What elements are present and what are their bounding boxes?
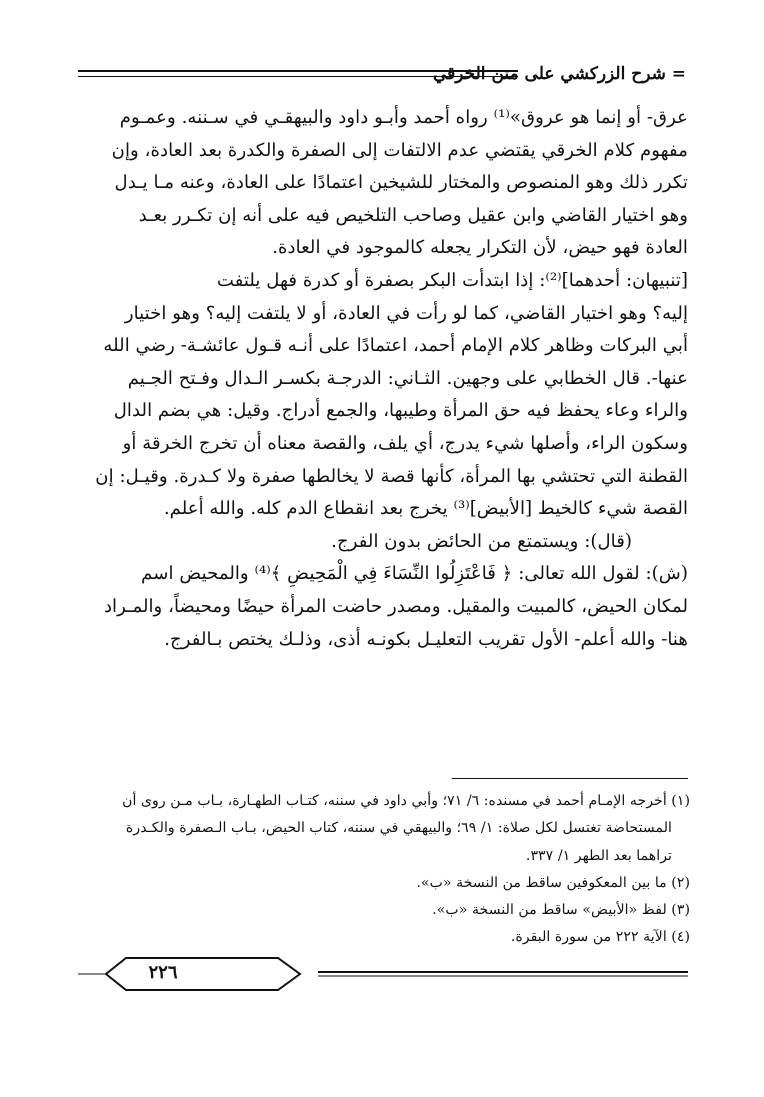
- text-line: تكرر ذلك وهو المنصوص والمختار للشيخين اعتمادًا على العادة، وعنه مـا يـدل: [114, 172, 688, 194]
- text-line: وسكون الراء، وأصلها شيء يدرج، أي يلف، والقصة معناه أن تخرج الخرقة أو: [122, 432, 688, 454]
- text-line: (قال): ويستمتع من الحائض بدون الفرج.: [331, 530, 632, 552]
- footnote-line: (٣) لفظ «الأبيض» ساقط من النسخة «ب».: [432, 902, 690, 919]
- page-footer: [78, 954, 688, 994]
- footnote-line: المستحاضة تغتسل لكل صلاة: ١/ ٦٩؛ والبيهقي في سننه، كتاب الحيض، بـاب الـصفرة والكـدرة: [125, 820, 672, 837]
- footnote-line: (١) أخرجه الإمـام أحمد في مسنده: ٦/ ٧١؛ وأبي داود في سننه، كتـاب الطهـارة، بـاب مـن روى أن: [122, 793, 690, 809]
- footnotes: [78, 788, 690, 952]
- header-rule: [78, 70, 518, 77]
- text-line: القطنة التي تحتشي بها المرأة، كأنها قصة لا يخالطها صفرة ولا كـدرة. وقيـل: إن: [95, 465, 688, 487]
- text-line: أبي البركات وظاهر كلام الإمام أحمد، اعتمادًا على أنـه قـول عائشـة- رضي الله: [103, 335, 688, 357]
- text-line: [تنبيهان: أحدهما]⁽²⁾: إذا ابتدأت البكر بصفرة أو كدرة فهل يلتفت: [216, 269, 688, 291]
- text-line: (ش): لقول الله تعالى: ﴿ فَاعْتَزِلُوا النِّسَاءَ فِي الْمَحِيضِ ﴾⁽⁴⁾ والمحيض اسم: [141, 563, 688, 585]
- text-line: عرق- أو إنما هو عروق»⁽¹⁾ رواه أحمد وأبـو داود والبيهقـي في سـننه. وعمـوم: [119, 107, 688, 128]
- text-line: عنها-. قال الخطابي على وجهين. الثـاني: الدرجـة بكسـر الـدال وفـتح الجـيم: [127, 367, 688, 389]
- running-header: [78, 62, 686, 88]
- text-line: إليه؟ وهو اختيار القاضي، كما لو رأت في العادة، أو لا يلتفت إليه؟ وهو اختيار: [124, 302, 688, 324]
- text-line: مفهوم كلام الخرقي يقتضي عدم الالتفات إلى الصفرة والكدرة بعد العادة، وإن: [111, 139, 688, 161]
- text-line: وهو اختيار القاضي وابن عقيل وصاحب التلخيص فيه على أنه إن تكـرر بعـد: [138, 204, 688, 226]
- page-number: ٢٢٦: [148, 962, 178, 983]
- main-text: [74, 102, 688, 656]
- text-line: العادة فهو حيض، لأن التكرار يجعله كالموجود في العادة.: [272, 237, 688, 259]
- text-line: هنا- والله أعلم- الأول تقريب التعليـل بكونـه أذى، وذلـك يختص بـالفرج.: [164, 628, 688, 650]
- footnote-line: (٤) الآية ٢٢٢ من سورة البقرة.: [510, 929, 690, 946]
- text-line: لمكان الحيض، كالمبيت والمقيل. ومصدر حاضت المرأة حيضًا ومحيضاً، والمـراد: [103, 595, 688, 617]
- book-title: = شرح الزركشي على متن الخرقي: [432, 64, 686, 84]
- footnote-separator: [452, 778, 688, 779]
- footnote-line: (٢) ما بين المعكوفين ساقط من النسخة «ب».: [416, 874, 690, 891]
- text-line: القصة شيء كالخيط [الأبيض]⁽³⁾ يخرج بعد انقطاع الدم كله. والله أعلم.: [163, 498, 688, 520]
- text-line: والراء وعاء يحفظ فيه حق المرأة وطيبها، والجمع أدراج. وقيل: هي بضم الدال: [113, 400, 688, 422]
- footnote-line: تراهما بعد الطهر ١/ ٣٣٧.: [525, 847, 672, 864]
